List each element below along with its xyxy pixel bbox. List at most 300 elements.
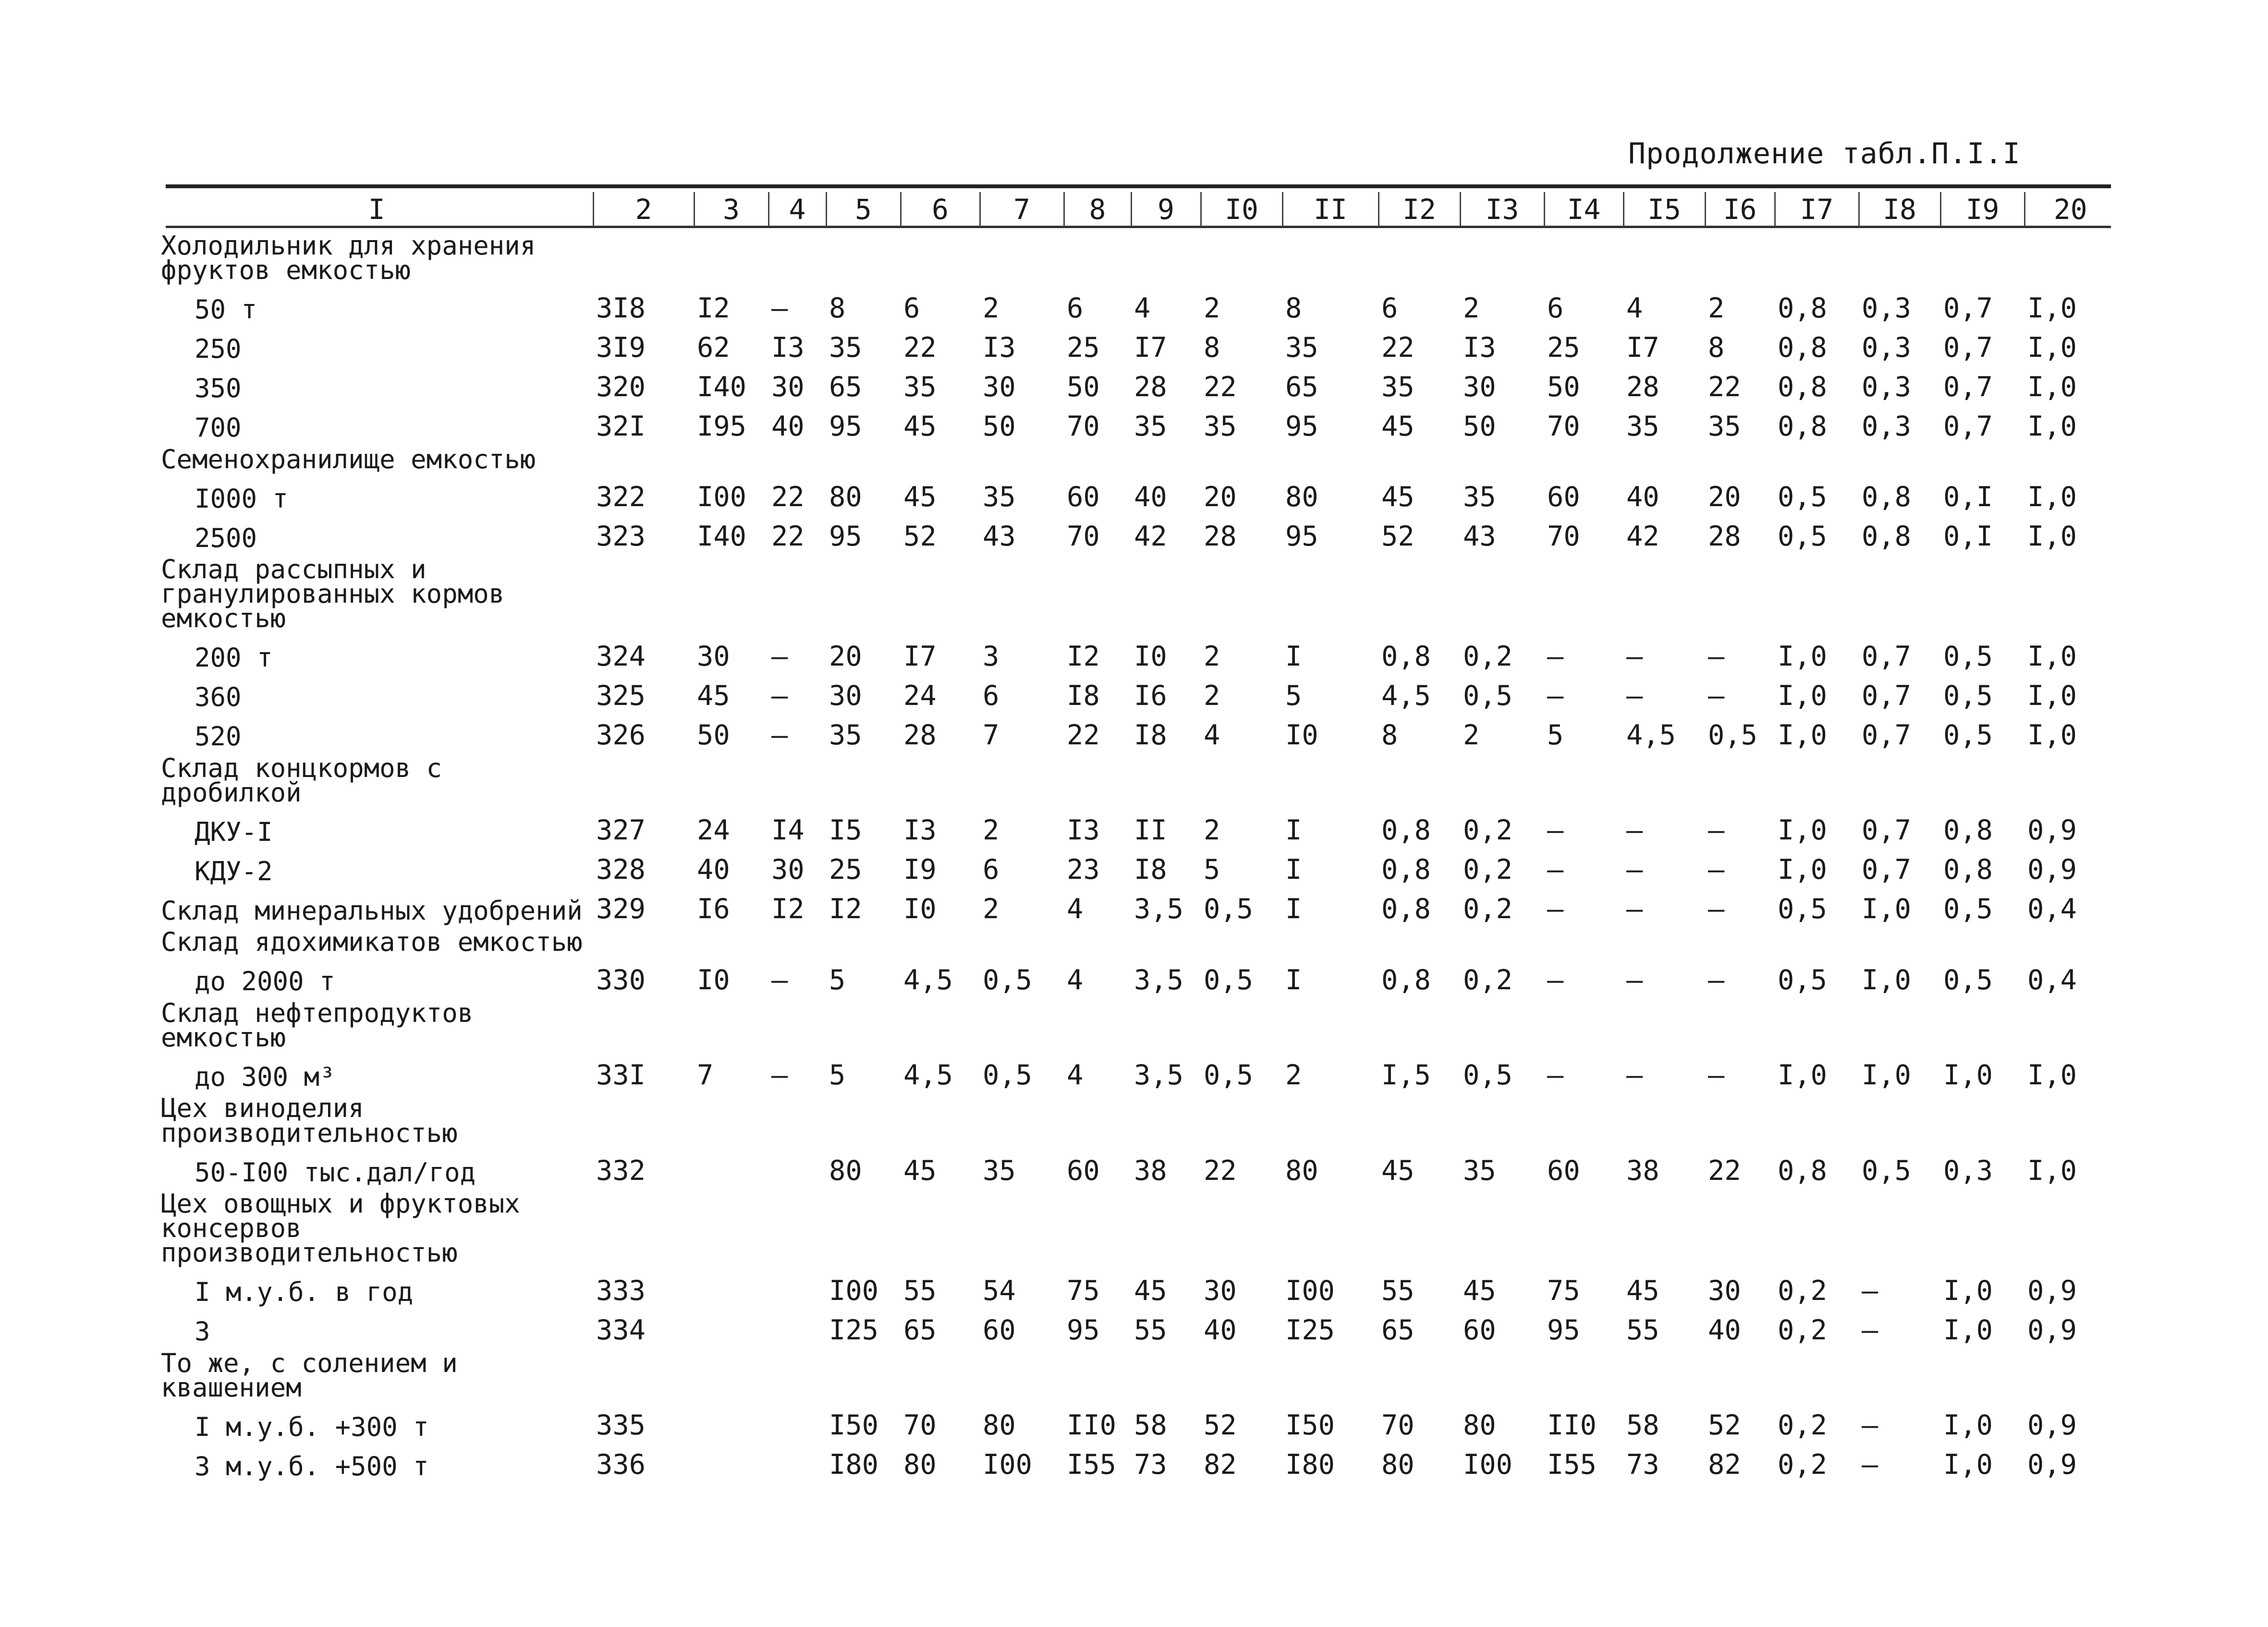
column-header-9: 9: [1131, 192, 1201, 227]
empty-cell: [980, 994, 1064, 1050]
empty-cell: [593, 440, 694, 472]
table-cell: I7: [903, 640, 937, 672]
table-cell: 22: [1708, 371, 1741, 403]
table-cell: I6: [1134, 680, 1167, 712]
empty-cell: [980, 1344, 1064, 1400]
table-cell: 0,9: [2027, 1275, 2077, 1307]
table-cell: 0,8: [1778, 410, 1827, 442]
table-cell: 30: [771, 854, 805, 886]
table-cell: 33I: [596, 1059, 646, 1092]
table-cell: 0,5: [1204, 1059, 1253, 1092]
table-cell: 4: [1067, 964, 1084, 996]
empty-cell: [1859, 227, 1940, 283]
table-cell: 0,8: [1778, 1154, 1827, 1187]
table-row: [161, 1439, 2116, 1479]
table-cell: 42: [1134, 520, 1167, 552]
row-label: 2500: [195, 522, 257, 553]
group-heading-row: [161, 1344, 2116, 1400]
empty-cell: [1859, 923, 1940, 954]
empty-cell: [1705, 923, 1775, 954]
table-cell: 70: [1067, 520, 1100, 552]
table-cell: I3: [1463, 331, 1496, 364]
table-cell: 25: [829, 854, 862, 886]
table-cell: 70: [1381, 1409, 1414, 1442]
table-cell: I,0: [1943, 1409, 1993, 1442]
table-cell: 30: [829, 680, 862, 712]
table-cell: 0,7: [1862, 640, 1911, 672]
table-cell: 45: [1626, 1275, 1659, 1307]
table-cell: 0,8: [1778, 331, 1827, 364]
table-cell: 2: [1285, 1059, 1302, 1092]
group-heading-row: [161, 1185, 2116, 1265]
empty-cell: [1775, 440, 1859, 472]
table-cell: [694, 1145, 768, 1185]
table-cell: 52: [1708, 1409, 1741, 1442]
table-cell: 35: [1626, 410, 1659, 442]
table-cell: 6: [1547, 292, 1564, 324]
table-cell: I8: [1067, 680, 1100, 712]
empty-cell: [1282, 994, 1378, 1050]
table-cell: 4,5: [1381, 680, 1431, 712]
empty-cell: [1623, 440, 1705, 472]
table-row: [161, 710, 2116, 749]
table-cell: –: [1547, 814, 1564, 847]
row-label: до 2000 т: [195, 966, 335, 997]
empty-cell: [1282, 923, 1378, 954]
table-cell: 0,7: [1943, 410, 1993, 442]
table-cell: I,0: [1778, 814, 1827, 847]
table-cell: 65: [829, 371, 862, 403]
table-cell: 35: [1134, 410, 1167, 442]
table-cell: [768, 1265, 826, 1305]
table-cell: 80: [1285, 481, 1318, 513]
group-heading-row: [161, 923, 2116, 954]
table-cell: 60: [1067, 1154, 1100, 1187]
table-cell: 35: [1708, 410, 1741, 442]
table-cell: I25: [829, 1314, 878, 1346]
empty-cell: [768, 1185, 826, 1265]
empty-cell: [1859, 440, 1940, 472]
empty-cell: [1378, 994, 1460, 1050]
empty-cell: [1131, 1344, 1201, 1400]
empty-cell: [1775, 1344, 1859, 1400]
table-cell: 28: [1204, 520, 1237, 552]
empty-cell: [1282, 1185, 1378, 1265]
table-cell: 58: [1626, 1409, 1659, 1442]
empty-cell: [2024, 227, 2116, 283]
table-cell: 3I9: [596, 331, 646, 364]
table-cell: 333: [596, 1275, 646, 1307]
table-cell: 80: [829, 481, 862, 513]
table-cell: I00: [983, 1449, 1032, 1481]
group-heading: Склад концкормов с дробилкой: [161, 753, 442, 808]
table-cell: 45: [1134, 1275, 1167, 1307]
table-cell: 95: [1285, 410, 1318, 442]
empty-cell: [1460, 440, 1544, 472]
empty-cell: [1378, 227, 1460, 283]
row-label: КДУ-2: [195, 856, 273, 887]
table-row: [161, 472, 2116, 511]
empty-cell: [980, 749, 1064, 805]
table-cell: 32I: [596, 410, 646, 442]
empty-cell: [694, 440, 768, 472]
empty-cell: [901, 1089, 980, 1145]
group-heading: Склад ядохимикатов емкостью: [161, 927, 583, 958]
table-cell: I80: [829, 1449, 878, 1481]
table-cell: 50: [983, 410, 1016, 442]
table-cell: 22: [903, 331, 937, 364]
table-cell: 323: [596, 520, 646, 552]
group-heading-row: [161, 1089, 2116, 1145]
table-cell: I,0: [1778, 640, 1827, 672]
empty-cell: [826, 749, 901, 805]
table-cell: I,0: [1943, 1314, 1993, 1346]
empty-cell: [768, 440, 826, 472]
table-cell: I55: [1547, 1449, 1597, 1481]
table-cell: 2: [1204, 640, 1220, 672]
table-cell: 35: [1285, 331, 1318, 364]
table-cell: I6: [697, 893, 730, 925]
table-cell: 320: [596, 371, 646, 403]
table-cell: 0,9: [2027, 1409, 2077, 1442]
table-cell: 60: [1547, 1154, 1580, 1187]
empty-cell: [1282, 1089, 1378, 1145]
table-cell: –: [1626, 964, 1643, 996]
table-cell: 35: [1463, 481, 1496, 513]
table-cell: 3,5: [1134, 1059, 1183, 1092]
table-cell: 4: [1067, 1059, 1084, 1092]
table-cell: 40: [1204, 1314, 1237, 1346]
empty-cell: [826, 994, 901, 1050]
table-cell: 30: [983, 371, 1016, 403]
group-heading-row: [161, 227, 2116, 283]
table-cell: 45: [697, 680, 730, 712]
empty-cell: [1064, 550, 1131, 631]
empty-cell: [1705, 227, 1775, 283]
table-cell: I00: [1285, 1275, 1335, 1307]
empty-cell: [593, 1344, 694, 1400]
table-row: [161, 884, 2116, 923]
table-cell: I,0: [2027, 481, 2077, 513]
table-cell: I25: [1285, 1314, 1335, 1346]
table-row: [161, 322, 2116, 362]
empty-cell: [694, 994, 768, 1050]
table-cell: 45: [1463, 1275, 1496, 1307]
column-header-3: 3: [694, 192, 768, 227]
table-cell: 0,7: [1943, 292, 1993, 324]
empty-cell: [1460, 1089, 1544, 1145]
table-cell: 82: [1708, 1449, 1741, 1481]
table-cell: 25: [1547, 331, 1580, 364]
row-label: 3 м.у.б. +500 т: [195, 1451, 429, 1482]
table-cell: –: [1708, 854, 1725, 886]
empty-cell: [1775, 923, 1859, 954]
table-cell: 0,8: [1778, 292, 1827, 324]
empty-cell: [901, 1344, 980, 1400]
empty-cell: [1460, 994, 1544, 1050]
table-cell: 0,3: [1862, 292, 1911, 324]
empty-cell: [2024, 440, 2116, 472]
empty-cell: [1460, 1344, 1544, 1400]
table-cell: –: [771, 719, 788, 751]
table-cell: –: [1708, 964, 1725, 996]
table-cell: 50: [697, 719, 730, 751]
empty-cell: [1131, 227, 1201, 283]
empty-cell: [1282, 550, 1378, 631]
table-cell: I80: [1285, 1449, 1335, 1481]
table-cell: 55: [1626, 1314, 1659, 1346]
empty-cell: [1623, 749, 1705, 805]
table-cell: 35: [1381, 371, 1414, 403]
table-cell: 35: [983, 1154, 1016, 1187]
empty-cell: [901, 749, 980, 805]
table-cell: 28: [1134, 371, 1167, 403]
table-cell: –: [1547, 854, 1564, 886]
empty-cell: [1623, 1344, 1705, 1400]
empty-cell: [1378, 440, 1460, 472]
table-cell: 334: [596, 1314, 646, 1346]
table-cell: 3,5: [1134, 893, 1183, 925]
row-label: 360: [195, 682, 242, 713]
row-label: I м.у.б. +300 т: [195, 1412, 429, 1443]
table-cell: –: [1547, 640, 1564, 672]
table-row: [161, 511, 2116, 550]
table-cell: 0,5: [1778, 893, 1827, 925]
table-cell: 2: [1204, 680, 1220, 712]
empty-cell: [768, 550, 826, 631]
table-cell: 0,5: [1943, 893, 1993, 925]
empty-cell: [1201, 749, 1282, 805]
empty-cell: [1378, 550, 1460, 631]
empty-cell: [901, 440, 980, 472]
table-body: [161, 227, 2116, 1482]
empty-cell: [1201, 1344, 1282, 1400]
empty-cell: [1282, 440, 1378, 472]
table-cell: 80: [829, 1154, 862, 1187]
table-cell: 40: [697, 854, 730, 886]
column-header-13: I3: [1460, 192, 1544, 227]
table-cell: 65: [903, 1314, 937, 1346]
table-cell: I2: [829, 893, 862, 925]
table-cell: –: [1862, 1409, 1878, 1442]
empty-cell: [1859, 994, 1940, 1050]
empty-cell: [1940, 1089, 2024, 1145]
empty-cell: [1940, 550, 2024, 631]
empty-cell: [1940, 923, 2024, 954]
empty-cell: [593, 923, 694, 954]
empty-cell: [1775, 1185, 1859, 1265]
table-cell: 22: [1708, 1154, 1741, 1187]
empty-cell: [1378, 749, 1460, 805]
data-table: [161, 192, 2116, 1482]
empty-cell: [1623, 923, 1705, 954]
table-cell: 20: [829, 640, 862, 672]
empty-cell: [1623, 1089, 1705, 1145]
table-cell: 0,4: [2027, 964, 2077, 996]
table-cell: 75: [1547, 1275, 1580, 1307]
empty-cell: [1705, 550, 1775, 631]
table-cell: I40: [697, 520, 746, 552]
empty-cell: [768, 1089, 826, 1145]
empty-cell: [1378, 1185, 1460, 1265]
table-row: [161, 1050, 2116, 1089]
table-cell: 8: [1285, 292, 1302, 324]
table-row: [161, 805, 2116, 844]
table-cell: 2: [1463, 719, 1480, 751]
empty-cell: [1201, 994, 1282, 1050]
table-row: [161, 955, 2116, 994]
table-cell: 0,3: [1862, 410, 1911, 442]
table-cell: I0: [697, 964, 730, 996]
empty-cell: [901, 227, 980, 283]
table-cell: 40: [1708, 1314, 1741, 1346]
table-cell: 52: [1381, 520, 1414, 552]
table-cell: I2: [771, 893, 805, 925]
empty-cell: [694, 550, 768, 631]
empty-cell: [1201, 550, 1282, 631]
table-cell: 95: [829, 520, 862, 552]
empty-cell: [1940, 440, 2024, 472]
empty-cell: [2024, 1185, 2116, 1265]
table-cell: [768, 1305, 826, 1344]
table-cell: [768, 1400, 826, 1439]
empty-cell: [1859, 550, 1940, 631]
empty-cell: [1705, 994, 1775, 1050]
table-row: [161, 401, 2116, 440]
table-cell: 4: [1067, 893, 1084, 925]
table-cell: –: [771, 1059, 788, 1092]
table-cell: 7: [983, 719, 1000, 751]
empty-cell: [826, 923, 901, 954]
table-cell: 35: [829, 719, 862, 751]
table-cell: –: [1547, 680, 1564, 712]
table-cell: I,0: [1943, 1449, 1993, 1481]
table-cell: 6: [1381, 292, 1398, 324]
table-cell: I4: [771, 814, 805, 847]
column-header-12: I2: [1378, 192, 1460, 227]
empty-cell: [1064, 749, 1131, 805]
table-cell: 50: [1547, 371, 1580, 403]
table-cell: 8: [1204, 331, 1220, 364]
empty-cell: [1131, 994, 1201, 1050]
empty-cell: [1201, 1089, 1282, 1145]
table-cell: 332: [596, 1154, 646, 1187]
table-cell: 20: [1204, 481, 1237, 513]
empty-cell: [694, 1089, 768, 1145]
table-cell: 4,5: [1626, 719, 1676, 751]
table-cell: 0,5: [1862, 1154, 1911, 1187]
table-cell: 5: [829, 964, 846, 996]
table-cell: –: [1708, 680, 1725, 712]
table-cell: 25: [1067, 331, 1100, 364]
row-label: 700: [195, 413, 242, 443]
row-label: 200 т: [195, 643, 273, 673]
table-cell: 50: [1067, 371, 1100, 403]
empty-cell: [980, 550, 1064, 631]
table-row: [161, 362, 2116, 401]
table-cell: –: [1547, 1059, 1564, 1092]
empty-cell: [593, 1089, 694, 1145]
table-cell: 6: [1067, 292, 1084, 324]
table-cell: 60: [1547, 481, 1580, 513]
table-cell: 75: [1067, 1275, 1100, 1307]
table-cell: I,0: [2027, 640, 2077, 672]
empty-cell: [1064, 1185, 1131, 1265]
table-cell: 324: [596, 640, 646, 672]
table-cell: 80: [1285, 1154, 1318, 1187]
table-caption: Продолжение табл.П.I.I: [1628, 137, 2021, 170]
column-header-4: 4: [768, 192, 826, 227]
empty-cell: [1544, 1185, 1623, 1265]
table-cell: 4,5: [903, 1059, 953, 1092]
table-cell: 0,8: [1778, 371, 1827, 403]
empty-cell: [1064, 1089, 1131, 1145]
table-cell: I3: [771, 331, 805, 364]
empty-cell: [1940, 749, 2024, 805]
table-cell: 30: [771, 371, 805, 403]
table-cell: 28: [903, 719, 937, 751]
table-cell: I0: [903, 893, 937, 925]
empty-cell: [901, 550, 980, 631]
table-cell: I3: [903, 814, 937, 847]
table-cell: 0,5: [1778, 964, 1827, 996]
top-rule: [166, 184, 2111, 188]
empty-cell: [1544, 994, 1623, 1050]
table-cell: 0,7: [1943, 371, 1993, 403]
table-cell: 22: [771, 481, 805, 513]
table-cell: 0,3: [1862, 331, 1911, 364]
empty-cell: [1201, 440, 1282, 472]
empty-cell: [1064, 1344, 1131, 1400]
empty-cell: [826, 1089, 901, 1145]
empty-cell: [2024, 1344, 2116, 1400]
table-cell: I40: [697, 371, 746, 403]
table-cell: 45: [1381, 410, 1414, 442]
empty-cell: [901, 994, 980, 1050]
empty-cell: [1623, 1185, 1705, 1265]
empty-cell: [1775, 749, 1859, 805]
table-cell: 0,5: [1943, 640, 1993, 672]
table-cell: 0,7: [1862, 719, 1911, 751]
table-cell: 60: [983, 1314, 1016, 1346]
table-cell: 326: [596, 719, 646, 751]
table-cell: I,0: [2027, 331, 2077, 364]
table-cell: 45: [1381, 1154, 1414, 1187]
column-header-1: I: [161, 192, 593, 227]
table-cell: 55: [903, 1275, 937, 1307]
empty-cell: [1544, 923, 1623, 954]
table-cell: I2: [1067, 640, 1100, 672]
table-cell: I,0: [2027, 520, 2077, 552]
empty-cell: [1378, 1089, 1460, 1145]
table-cell: 58: [1134, 1409, 1167, 1442]
table-cell: II: [1134, 814, 1167, 847]
table-cell: I7: [1134, 331, 1167, 364]
empty-cell: [1131, 1089, 1201, 1145]
empty-cell: [826, 550, 901, 631]
empty-cell: [1705, 1089, 1775, 1145]
table-cell: 0,5: [1463, 680, 1512, 712]
table-cell: I95: [697, 410, 746, 442]
column-header-7: 7: [980, 192, 1064, 227]
table-cell: 5: [1285, 680, 1302, 712]
table-cell: I0: [1285, 719, 1318, 751]
column-header-10: I0: [1201, 192, 1282, 227]
table-cell: I,0: [2027, 719, 2077, 751]
empty-cell: [1623, 550, 1705, 631]
table-cell: 24: [697, 814, 730, 847]
table-cell: 0,8: [1381, 854, 1431, 886]
